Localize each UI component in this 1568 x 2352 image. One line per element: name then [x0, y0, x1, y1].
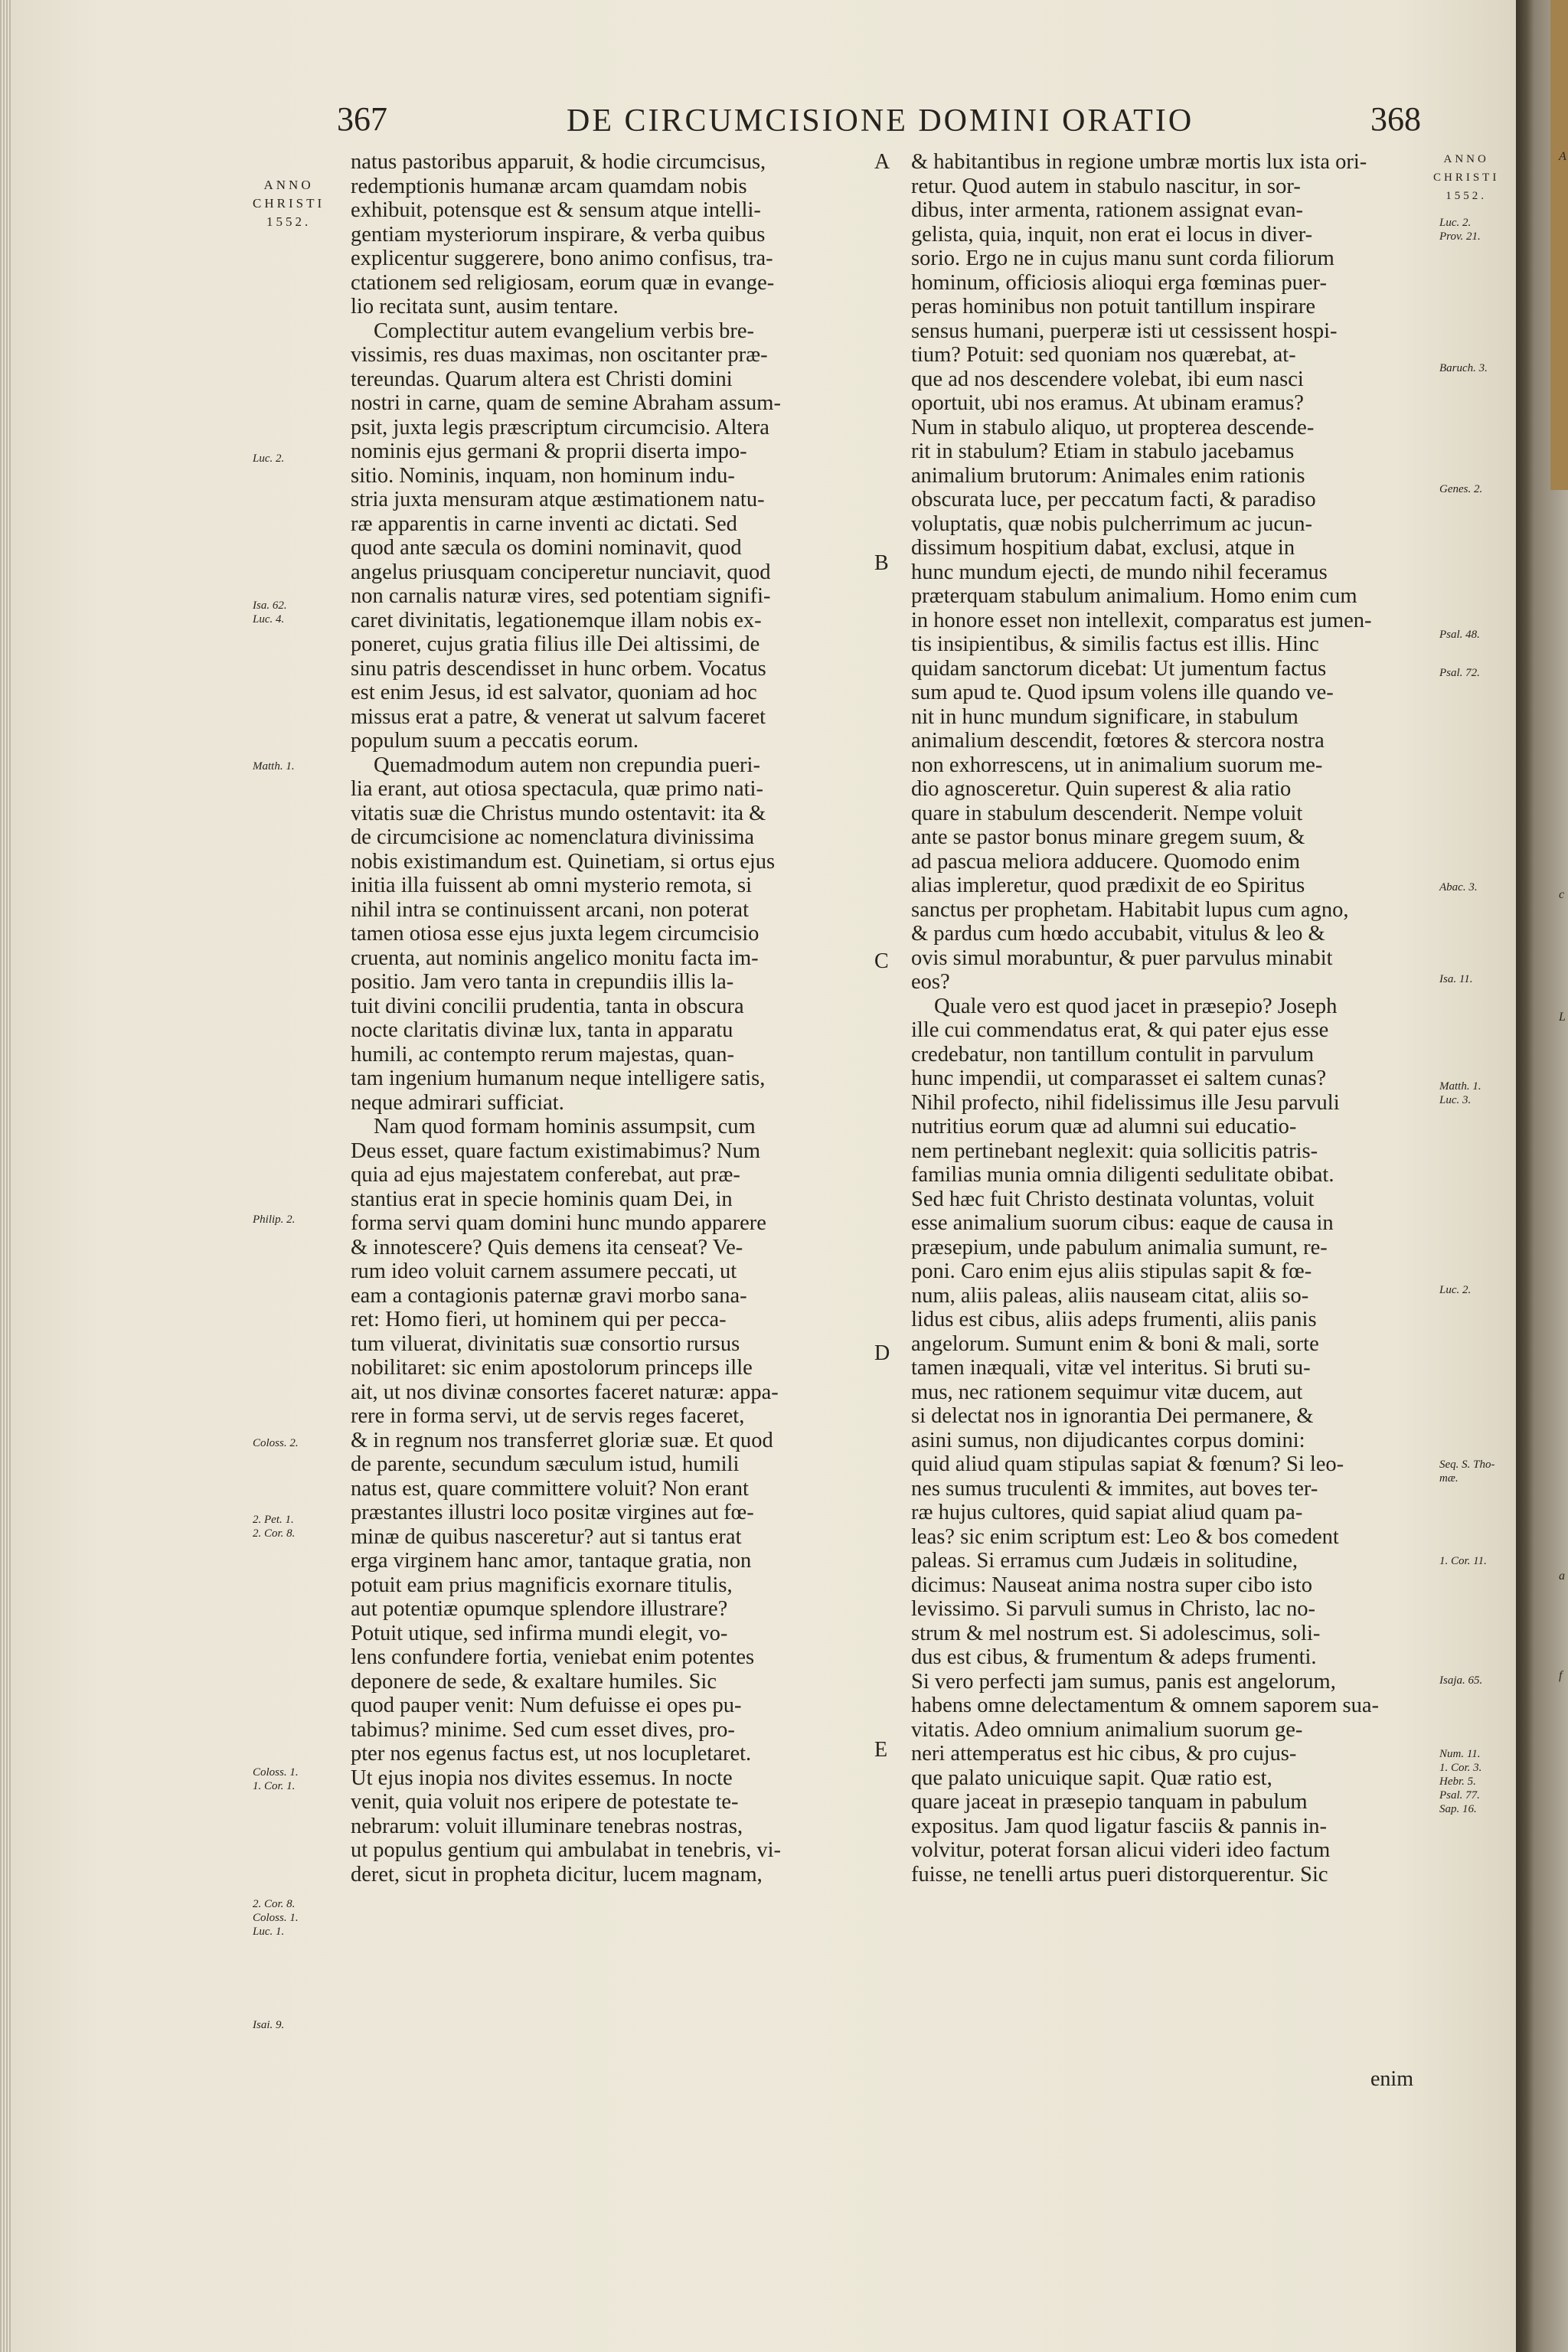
- paragraph: Nam quod formam hominis assumpsit, cum Deus esset, quare factum existimabimus? Num quia ad ejus majestatem conferebat, aut præ- stantius erat in specie hominis quam Dei, in forma servi quam domini hunc mundo apparere & innotescere? Quis demens ita censeat? Ve- rum ideo voluit carnem assumere peccati, ut eam a contagionis paternæ gravi morbo sana- ret: Homo fieri, ut hominem qui per pecca- tum viluerat, divinitatis suæ consortio rursus nobilitaret: sic enim apostolorum princeps ille ait, ut nos divinæ consortes faceret naturæ: appa- rere in forma servi, ut de servis reges faceret, & in regnum nos transferret gloriæ suæ. Et quod de parente, secundum sæculum istud, humili natus est, quare committere voluit? Non erant præstantes illustri loco positæ virgines aut fœ- minæ de quibus nasceretur? aut si tantus erat erga virginem hanc amor, tantaque gratia, non potuit eam prius magnificis exornare titulis, aut potentiæ opumque splendore illustrare? Potuit utique, sed infirma mundi elegit, vo- lens confundere fortia, veniebat enim potentes deponere de sede, & exaltare humiles. Sic quod pauper venit: Num defuisse ei opes pu- tabimus? minime. Sed cum esset dives, pro- pter nos egenus factus est, ut nos locupletaret. Ut ejus inopia nos divites essemus. In nocte venit, quia voluit nos eripere de potestate te- nebrarum: voluit illuminare tenebras nostras, ut populus gentium qui ambulabat in tenebris, vi- deret, sicut in propheta dicitur, lucem magnam,: [351, 1115, 781, 1886]
- margin-note-right: Baruch. 3.: [1439, 362, 1488, 374]
- anno-christi-right: ANNO CHRISTI 1552.: [1433, 153, 1500, 202]
- paragraph: Complectitur autem evangelium verbis bre- vissimis, res duas maximas, non oscitanter præ- tereundas. Quarum altera est Christi domini nostri in carne, quam de semine Abraham assum- psit, juxta legis præscriptum circumcisio. Altera nominis ejus germani & proprii diserta impo- sitio. Nominis, inquam, non hominum indu- stria juxta mensuram atque æstimationem natu- ræ apparentis in carne inventi ac dictati. Sed quod ante sæcula os domini nominavit, quod angelus priusquam conciperetur nunciavit, quod non carnalis naturæ vires, sed potentiam signifi- caret divinitatis, legationemque illam nobis ex- poneret, cujus gratia filius ille Dei altissimi, de sinu patris descendisset in hunc orbem. Vocatus est enim Jesus, id est salvator, quoniam ad hoc missus erat a patre, & venerat ut salvum faceret populum suum a peccatis eorum.: [351, 318, 781, 753]
- section-letter: E: [874, 1738, 888, 1762]
- page-number-left: 367: [337, 100, 387, 138]
- margin-note-right: Abac. 3.: [1439, 881, 1478, 893]
- margin-note-right: Psal. 72.: [1439, 667, 1480, 679]
- margin-note-left: 2. Pet. 1. 2. Cor. 8.: [253, 1514, 296, 1540]
- facing-page-fragment: L: [1559, 1011, 1566, 1024]
- margin-note-right: Isaja. 65.: [1439, 1674, 1483, 1687]
- anno-christi-left: ANNO CHRISTI 1552.: [253, 178, 325, 229]
- margin-note-left: Luc. 2.: [253, 452, 285, 465]
- margin-note-right: Num. 11. 1. Cor. 3. Hebr. 5. Psal. 77. Sap. 16.: [1439, 1748, 1482, 1815]
- section-letter: D: [874, 1341, 890, 1365]
- margin-note-left: 2. Cor. 8. Coloss. 1. Luc. 1.: [253, 1898, 299, 1938]
- right-column: [911, 150, 1432, 1886]
- paragraph: & habitantibus in regione umbræ mortis lux ista ori- retur. Quod autem in stabulo nascitur, in sor- dibus, inter armenta, rationem assignat evan- gelista, quia, inquit, non erat ei locus in diver- sorio. Ergo ne in cujus manu sunt corda filiorum hominum, officiosis alioqui erga fœminas puer- peras hominibus non potuit tantillum inspirare sensus humani, puerperæ isti ut cessissent hospi- tium? Potuit: sed quoniam nos quærebat, at- que ad nos descendere volebat, ibi eum nasci oportuit, ubi nos eramus. At ubinam eramus? Num in stabulo aliquo, ut propterea descende- rit in stabulum? Etiam in stabulo jacebamus animalium brutorum: Animales enim rationis obscurata luce, per peccatum facti, & paradiso voluptatis, quæ nobis pulcherrimum ac jucun- dissimum hospitium dabat, exclusi, atque in hunc mundum ejecti, de mundo nihil feceramus præterquam stabulum animalium. Homo enim cum in honore esset non intellexit, comparatus est jumen- tis insipientibus, & similis factus est illis. Hinc quidam sanctorum dicebat: Ut jumentum factus sum apud te. Quod ipsum volens ille quando ve- nit in hunc mundum significare, in stabulum animalium descendit, fœtores & stercora nostra non exhorrescens, ut in animalium suorum me- dio agnosceretur. Quin superest & alia ratio quare in stabulum descenderit. Nempe voluit ante se pastor bonus minare gregem suum, & ad pascua meliora adducere. Quomodo enim alias impleretur, quod prædixit de eo Spiritus sanctus per prophetam. Habitabit lupus cum agno, & pardus cum hœdo accubabit, vitulus & leo & ovis simul morabuntur, & puer parvulus minabit eos?: [911, 150, 1372, 994]
- facing-page-fragment: A: [1559, 150, 1566, 163]
- margin-note-left: Philip. 2.: [253, 1214, 296, 1226]
- facing-page-fragment: c: [1559, 888, 1565, 901]
- page-number-right: 368: [1370, 100, 1421, 138]
- margin-note-right: Seq. S. Tho- mæ.: [1439, 1459, 1495, 1485]
- page-header: [329, 100, 1508, 145]
- margin-note-right: Matth. 1. Luc. 3.: [1439, 1080, 1481, 1106]
- margin-note-left: Coloss. 1. 1. Cor. 1.: [253, 1766, 299, 1792]
- book-page-edge: [0, 0, 11, 2352]
- section-letter: C: [874, 949, 889, 973]
- catchword: enim: [1370, 2067, 1413, 2091]
- left-column: [351, 150, 871, 1886]
- margin-note-right: Luc. 2.: [1439, 1284, 1472, 1296]
- section-letter: A: [874, 150, 890, 174]
- margin-note-right: Isa. 11.: [1439, 973, 1473, 985]
- page-tab-marker: [1550, 0, 1568, 490]
- section-letter: B: [874, 551, 889, 575]
- paragraph: Quemadmodum autem non crepundia pueri- lia erant, aut otiosa spectacula, quæ primo nati- vitatis suæ die Christus mundo ostentavit: ita & de circumcisione ac nomenclatura divinissima nobis existimandum est. Quinetiam, si ortus ejus initia illa fuissent ab omni mysterio remota, si nihil intra se continuissent arcani, non poterat tamen otiosa esse ejus juxta legem circumcisio cruenta, aut nominis angelico monitu facta im- positio. Jam vero tanta in crepundiis illis la- tuit divini concilii prudentia, tanta in obscura nocte claritatis divinæ lux, tanta in apparatu humili, ac contempto rerum majestas, quan- tam ingenium humanum neque intelligere satis, neque admirari sufficiat.: [351, 753, 776, 1115]
- margin-note-left: Isa. 62. Luc. 4.: [253, 599, 287, 626]
- margin-note-right: 1. Cor. 11.: [1439, 1555, 1487, 1567]
- paragraph: natus pastoribus apparuit, & hodie circumcisus, redemptionis humanæ arcam quamdam nobis exhibuit, potensque est & sensum atque intelli- gentiam mysteriorum inspirare, & verba quibus explicentur suggerere, bono animo confisus, tra- ctationem sed religiosam, eorum quæ in evange- lio recitata sunt, ausim tentare.: [351, 150, 775, 318]
- margin-note-right: Luc. 2. Prov. 21.: [1439, 217, 1481, 243]
- facing-page-fragment: f: [1559, 1669, 1563, 1682]
- margin-note-left: Matth. 1.: [253, 760, 295, 773]
- margin-note-left: Isai. 9.: [253, 2019, 285, 2031]
- margin-note-right: Psal. 48.: [1439, 629, 1480, 641]
- facing-page-fragment: a: [1559, 1570, 1565, 1583]
- margin-note-left: Coloss. 2.: [253, 1437, 299, 1449]
- margin-note-right: Genes. 2.: [1439, 483, 1483, 495]
- paragraph: Quale vero est quod jacet in præsepio? Joseph ille cui commendatus erat, & qui pater ejus esse credebatur, non tantillum contulit in parvulum hunc impendii, ut comparasset ei saltem cunas? Nihil profecto, nihil fidelissimus ille Jesu parvuli nutritius eorum quæ ad alumni sui educatio- nem pertinebant neglexit: quia sollicitis patris- familias munia omnia diligenti sedulitate obibat. Sed hæc fuit Christo destinata voluntas, voluit esse animalium suorum cibus: eaque de causa in præsepium, unde pabulum animalia sumunt, re- poni. Caro enim ejus aliis stipulas sapit & fœ- num, aliis paleas, aliis nauseam citat, aliis so- lidus est cibus, aliis adeps frumenti, aliis panis angelorum. Sumunt enim & boni & mali, sorte tamen inæquali, vitæ vel interitus. Si bruti su- mus, nec rationem sequimur vitæ ducem, aut si delectat nos in ignorantia Dei permanere, & asini sumus, non dijudicantes corpus domini: quid aliud quam stipulas sapiat & fœnum? Si leo- nes sumus truculenti & immites, aut boves ter- ræ hujus cultores, quid sapiat aliud quam pa- leas? sic enim scriptum est: Leo & bos comedent paleas. Si erramus cum Judæis in solitudine, dicimus: Nauseat anima nostra super cibo isto levissimo. Si parvuli sumus in Christo, lac no- strum & mel nostrum est. Si adolescimus, soli- dus est cibus, & frumentum & adeps frumenti. Si vero perfecti jam sumus, panis est angelorum, habens omne delectamentum & omnem saporem sua- vitatis. Adeo omnium animalium suorum ge- neri attemperatus est hic cibus, & pro cujus- que palato unicuique sapit. Quæ ratio est, quare jaceat in præsepio tanquam in pabulum expositus. Jam quod ligatur fasciis & pannis in- volvitur, poterat forsan alicui videri ideo factum fuisse, ne tenelli artus pueri distorquerentur. Sic: [911, 994, 1379, 1886]
- running-title: DE CIRCUMCISIONE DOMINI ORATIO: [567, 103, 1194, 139]
